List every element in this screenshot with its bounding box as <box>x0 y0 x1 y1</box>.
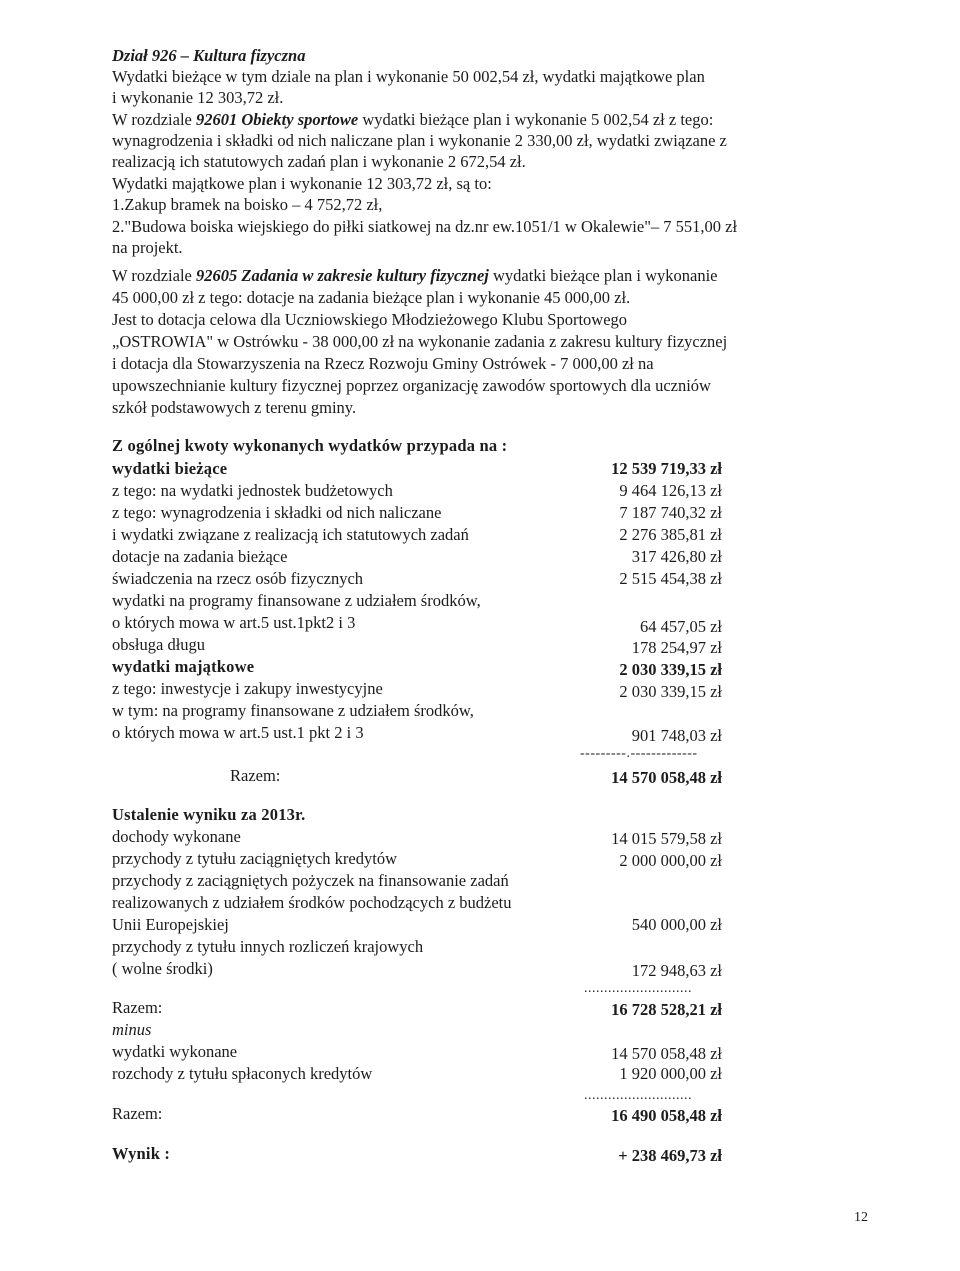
summary-row-label: z tego: na wydatki jednostek budżetowych <box>112 481 393 500</box>
summary-row-label: wydatki na programy finansowane z udziałem środków, <box>112 591 481 610</box>
result-razem-amount: 16 728 528,21 zł <box>611 1000 722 1019</box>
text-line: Wydatki bieżące w tym dziale na plan i wykonanie 50 002,54 zł, wydatki majątkowe plan <box>112 67 705 86</box>
result-row-label: Unii Europejskiej <box>112 915 229 934</box>
result-row-label: realizowanych z udziałem środków pochodzących z budżetu <box>112 893 512 912</box>
summary-row-label: w tym: na programy finansowane z udziałem środków, <box>112 701 474 720</box>
dotted-separator: ........................... <box>584 1088 692 1103</box>
text-line: i wykonanie 12 303,72 zł. <box>112 88 284 107</box>
text-line-rozdzial-92601 <box>112 110 713 130</box>
result-row-amount: 1 920 000,00 zł <box>619 1064 722 1083</box>
text-fragment: wydatki bieżące plan i wykonanie <box>488 266 718 285</box>
wynik-label: Wynik : <box>112 1144 171 1163</box>
summary-row-label: świadczenia na rzecz osób fizycznych <box>112 569 364 588</box>
summary-total-label: Razem: <box>230 766 281 785</box>
result-row-amount: 14 015 579,58 zł <box>611 829 722 848</box>
result-row-label: ( wolne środki) <box>112 959 213 978</box>
summary-row-label: obsługa długu <box>112 635 206 654</box>
summary-row-amount: 2 276 385,81 zł <box>619 525 722 544</box>
summary-row-amount: 9 464 126,13 zł <box>619 481 722 500</box>
result-razem-label: Razem: <box>112 998 163 1017</box>
minus-label: minus <box>112 1020 152 1039</box>
summary-row-label: dotacje na zadania bieżące <box>112 547 288 566</box>
summary-row-label: z tego: wynagrodzenia i składki od nich naliczane <box>112 503 442 522</box>
result-row-label: przychody z tytułu innych rozliczeń krajowych <box>112 937 424 956</box>
text-line: 45 000,00 zł z tego: dotacje na zadania bieżące plan i wykonanie 45 000,00 zł. <box>112 288 631 307</box>
result-razem-label: Razem: <box>112 1104 163 1123</box>
summary-row-amount: 12 539 719,33 zł <box>611 459 722 478</box>
result-razem-amount: 16 490 058,48 zł <box>611 1106 722 1125</box>
text-line: Wydatki majątkowe plan i wykonanie 12 303,72 zł, są to: <box>112 174 492 193</box>
result-row-amount: 2 000 000,00 zł <box>619 851 722 870</box>
chapter-code: 92601 Obiekty sportowe <box>195 110 359 129</box>
text-line: Jest to dotacja celowa dla Uczniowskiego Młodzieżowego Klubu Sportowego <box>112 310 628 329</box>
summary-row-label: wydatki bieżące <box>112 459 228 478</box>
summary-row-amount: 64 457,05 zł <box>639 617 722 636</box>
text-line: na projekt. <box>112 238 183 257</box>
result-heading: Ustalenie wyniku za 2013r. <box>112 805 306 824</box>
summary-row-label: z tego: inwestycje i zakupy inwestycyjne <box>112 679 383 698</box>
result-row-label: przychody z tytułu zaciągniętych kredytów <box>112 849 397 868</box>
dotted-separator: ........................... <box>584 981 692 996</box>
result-row-amount: 172 948,63 zł <box>631 961 722 980</box>
summary-row-amount: 901 748,03 zł <box>631 726 722 745</box>
summary-row-label: i wydatki związane z realizacją ich statutowych zadań <box>112 525 469 544</box>
text-line: „OSTROWIA" w Ostrówku - 38 000,00 zł na wykonanie zadania z zakresu kultury fizycznej <box>112 332 728 351</box>
summary-row-label: o których mowa w art.5 ust.1pkt2 i 3 <box>112 613 356 632</box>
summary-row-amount: 2 030 339,15 zł <box>619 682 722 701</box>
text-line: realizacją ich statutowych zadań plan i wykonanie 2 672,54 zł. <box>112 152 526 171</box>
summary-row-amount: 178 254,97 zł <box>631 638 722 657</box>
text-line: szkół podstawowych z terenu gminy. <box>112 398 357 417</box>
summary-row-amount: 317 426,80 zł <box>631 547 722 566</box>
summary-row-label: wydatki majątkowe <box>112 657 255 676</box>
separator-line: ---------.------------- <box>580 746 698 761</box>
text-line-rozdzial-92605 <box>112 266 718 286</box>
text-fragment: wydatki bieżące plan i wykonanie 5 002,54 zł z tego: <box>358 110 714 129</box>
result-row-label: przychody z zaciągniętych pożyczek na finansowanie zadań <box>112 871 509 890</box>
result-row-label: rozchody z tytułu spłaconych kredytów <box>112 1064 373 1083</box>
summary-row-amount: 7 187 740,32 zł <box>619 503 722 522</box>
summary-total-amount: 14 570 058,48 zł <box>611 768 722 787</box>
text-fragment: W rozdziale <box>112 266 196 285</box>
summary-heading: Z ogólnej kwoty wykonanych wydatków przypada na : <box>112 436 508 455</box>
summary-row-amount: 2 030 339,15 zł <box>619 660 722 679</box>
result-row-amount: 540 000,00 zł <box>631 915 722 934</box>
text-line: wynagrodzenia i składki od nich naliczane plan i wykonanie 2 330,00 zł, wydatki związane z <box>112 131 727 150</box>
result-row-label: dochody wykonane <box>112 827 241 846</box>
text-line: 2."Budowa boiska wiejskiego do piłki siatkowej na dz.nr ew.1051/1 w Okalewie"– 7 551,00 zł <box>112 217 738 236</box>
text-fragment: W rozdziale <box>112 110 196 129</box>
text-line: upowszechnianie kultury fizycznej poprzez organizację zawodów sportowych dla uczniów <box>112 376 711 395</box>
summary-row-label: o których mowa w art.5 ust.1 pkt 2 i 3 <box>112 723 364 742</box>
chapter-code: 92605 Zadania w zakresie kultury fizycznej <box>195 266 489 285</box>
result-row-label: wydatki wykonane <box>112 1042 238 1061</box>
page-number: 12 <box>854 1210 868 1225</box>
result-row-amount: 14 570 058,48 zł <box>611 1044 722 1063</box>
text-line: i dotacja dla Stowarzyszenia na Rzecz Rozwoju Gminy Ostrówek - 7 000,00 zł na <box>112 354 654 373</box>
wynik-amount: + 238 469,73 zł <box>618 1146 722 1165</box>
text-line: 1.Zakup bramek na boisko – 4 752,72 zł, <box>112 195 383 214</box>
summary-row-amount: 2 515 454,38 zł <box>619 569 722 588</box>
section-heading: Dział 926 – Kultura fizyczna <box>112 46 306 65</box>
